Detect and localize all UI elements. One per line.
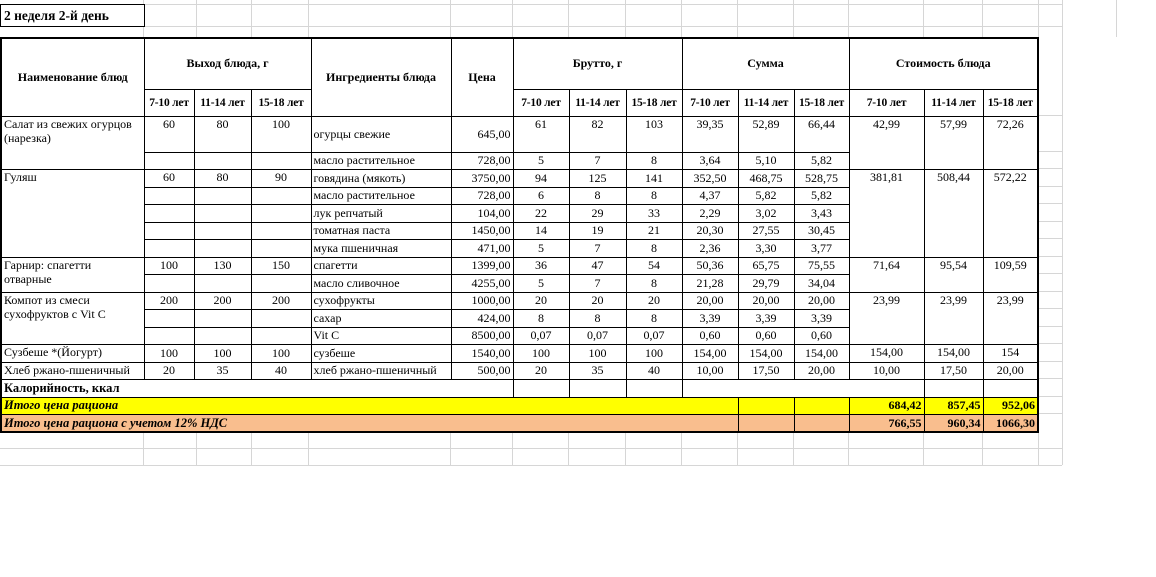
cell-price[interactable]: 728,00 bbox=[451, 152, 513, 170]
cell-ingredient[interactable]: Vit C bbox=[311, 327, 451, 345]
cell-empty[interactable] bbox=[144, 152, 194, 170]
cell-empty[interactable] bbox=[251, 205, 311, 223]
total-label-cell[interactable]: Итого цена рациона bbox=[1, 397, 738, 415]
header-output-age3[interactable]: 15-18 лет bbox=[251, 89, 311, 116]
total-value[interactable]: 952,06 bbox=[983, 397, 1038, 415]
cell-empty[interactable] bbox=[626, 380, 682, 398]
cell-empty[interactable] bbox=[144, 222, 194, 240]
cell-sum[interactable]: 66,44 bbox=[794, 116, 849, 152]
cell-dish-name[interactable]: Салат из свежих огурцов (нарезка) bbox=[1, 116, 144, 170]
cell-sum[interactable]: 528,75 bbox=[794, 170, 849, 188]
cell-sum[interactable]: 29,79 bbox=[738, 275, 794, 293]
cell-sum[interactable]: 5,82 bbox=[794, 187, 849, 205]
cell-empty[interactable] bbox=[144, 327, 194, 345]
header-output-age1[interactable]: 7-10 лет bbox=[144, 89, 194, 116]
cell-cost[interactable]: 109,59 bbox=[983, 257, 1038, 292]
cell-ingredient[interactable]: масло сливочное bbox=[311, 275, 451, 293]
cell-gross[interactable]: 5 bbox=[513, 240, 569, 258]
cell-empty[interactable] bbox=[738, 415, 794, 433]
cell-sum[interactable]: 3,39 bbox=[682, 310, 738, 328]
cell-empty[interactable] bbox=[194, 205, 251, 223]
cell-gross[interactable]: 103 bbox=[626, 116, 682, 152]
cell-cost[interactable]: 42,99 bbox=[849, 116, 924, 170]
cell-empty[interactable] bbox=[144, 205, 194, 223]
cell-cost[interactable]: 71,64 bbox=[849, 257, 924, 292]
cell-dish-name[interactable]: Гарнир: спагетти отварные bbox=[1, 257, 144, 292]
cell-sum[interactable]: 468,75 bbox=[738, 170, 794, 188]
cell-sum[interactable]: 39,35 bbox=[682, 116, 738, 152]
cell-cost[interactable]: 154 bbox=[983, 345, 1038, 363]
cell-empty[interactable] bbox=[794, 397, 849, 415]
dish-row bbox=[1, 345, 1038, 363]
cell-cost[interactable]: 23,99 bbox=[983, 292, 1038, 345]
header-sum[interactable]: Сумма bbox=[682, 38, 849, 89]
cell-gross[interactable]: 20 bbox=[569, 292, 626, 310]
cell-cost[interactable]: 72,26 bbox=[983, 116, 1038, 170]
header-sum-age2[interactable]: 11-14 лет bbox=[738, 89, 794, 116]
header-row-ages bbox=[1, 89, 1038, 116]
cell-sum[interactable]: 2,29 bbox=[682, 205, 738, 223]
cell-output[interactable]: 100 bbox=[194, 345, 251, 363]
cell-output[interactable]: 80 bbox=[194, 170, 251, 188]
cell-sum[interactable]: 3,30 bbox=[738, 240, 794, 258]
cell-sum[interactable]: 5,82 bbox=[738, 187, 794, 205]
cell-cost[interactable]: 572,22 bbox=[983, 170, 1038, 258]
cell-gross[interactable]: 29 bbox=[569, 205, 626, 223]
cell-empty[interactable] bbox=[194, 240, 251, 258]
cell-empty[interactable] bbox=[251, 310, 311, 328]
cell-gross[interactable]: 125 bbox=[569, 170, 626, 188]
cell-gross[interactable]: 36 bbox=[513, 257, 569, 275]
cell-price[interactable]: 8500,00 bbox=[451, 327, 513, 345]
cell-sum[interactable]: 3,39 bbox=[738, 310, 794, 328]
cell-empty[interactable] bbox=[794, 415, 849, 433]
cell-gross[interactable]: 19 bbox=[569, 222, 626, 240]
cell-output[interactable]: 150 bbox=[251, 257, 311, 275]
cell-empty[interactable] bbox=[194, 310, 251, 328]
cell-gross[interactable]: 8 bbox=[626, 310, 682, 328]
cell-price[interactable]: 424,00 bbox=[451, 310, 513, 328]
cell-price[interactable]: 4255,00 bbox=[451, 275, 513, 293]
cell-ingredient[interactable]: масло растительное bbox=[311, 152, 451, 170]
cell-cost[interactable]: 154,00 bbox=[924, 345, 983, 363]
calories-row bbox=[1, 380, 1038, 398]
cell-output[interactable]: 130 bbox=[194, 257, 251, 275]
header-ingredients[interactable]: Ингредиенты блюда bbox=[311, 38, 451, 116]
cell-dish-name[interactable]: Компот из смеси сухофруктов с Vit C bbox=[1, 292, 144, 345]
cell-cost[interactable]: 23,99 bbox=[924, 292, 983, 345]
cell-gross[interactable]: 20 bbox=[513, 292, 569, 310]
header-output-age2[interactable]: 11-14 лет bbox=[194, 89, 251, 116]
menu-cost-table bbox=[0, 37, 1039, 433]
cell-output[interactable]: 60 bbox=[144, 170, 194, 188]
cell-sum[interactable]: 17,50 bbox=[738, 362, 794, 380]
cell-gross[interactable]: 8 bbox=[626, 240, 682, 258]
cell-sum[interactable]: 0,60 bbox=[682, 327, 738, 345]
cell-cost[interactable]: 23,99 bbox=[849, 292, 924, 345]
cell-empty[interactable] bbox=[194, 275, 251, 293]
cell-empty[interactable] bbox=[682, 380, 924, 398]
cell-price[interactable]: 1000,00 bbox=[451, 292, 513, 310]
cell-sum[interactable]: 75,55 bbox=[794, 257, 849, 275]
cell-gross[interactable]: 0,07 bbox=[626, 327, 682, 345]
cell-empty[interactable] bbox=[194, 327, 251, 345]
cell-empty[interactable] bbox=[738, 397, 794, 415]
cell-output[interactable]: 200 bbox=[144, 292, 194, 310]
cell-gross[interactable]: 8 bbox=[569, 310, 626, 328]
cell-ingredient[interactable]: мука пшеничная bbox=[311, 240, 451, 258]
cell-price[interactable]: 645,00 bbox=[451, 116, 513, 152]
cell-gross[interactable]: 54 bbox=[626, 257, 682, 275]
total-value[interactable]: 1066,30 bbox=[983, 415, 1038, 433]
dish-row bbox=[1, 116, 1038, 152]
total-row-ration-vat bbox=[1, 415, 1038, 433]
cell-ingredient[interactable]: сузбеше bbox=[311, 345, 451, 363]
cell-gross[interactable]: 61 bbox=[513, 116, 569, 152]
cell-gross[interactable]: 22 bbox=[513, 205, 569, 223]
cell-output[interactable]: 90 bbox=[251, 170, 311, 188]
header-dish[interactable]: Наименование блюд bbox=[1, 38, 144, 116]
cell-empty[interactable] bbox=[144, 310, 194, 328]
cell-cost[interactable]: 17,50 bbox=[924, 362, 983, 380]
cell-empty[interactable] bbox=[194, 222, 251, 240]
cell-sum[interactable]: 20,00 bbox=[682, 292, 738, 310]
header-cost-age2[interactable]: 11-14 лет bbox=[924, 89, 983, 116]
cell-gross[interactable]: 21 bbox=[626, 222, 682, 240]
cell-sum[interactable]: 65,75 bbox=[738, 257, 794, 275]
cell-cost[interactable]: 381,81 bbox=[849, 170, 924, 258]
cell-price[interactable]: 104,00 bbox=[451, 205, 513, 223]
cell-sum[interactable]: 154,00 bbox=[738, 345, 794, 363]
cell-output[interactable]: 60 bbox=[144, 116, 194, 152]
cell-ingredient[interactable]: лук репчатый bbox=[311, 205, 451, 223]
cell-cost[interactable]: 20,00 bbox=[983, 362, 1038, 380]
total-value[interactable]: 857,45 bbox=[924, 397, 983, 415]
cell-cost[interactable]: 154,00 bbox=[849, 345, 924, 363]
cell-sum[interactable]: 154,00 bbox=[682, 345, 738, 363]
cell-empty[interactable] bbox=[251, 152, 311, 170]
cell-ingredient[interactable]: спагетти bbox=[311, 257, 451, 275]
cell-gross[interactable]: 100 bbox=[569, 345, 626, 363]
cell-output[interactable]: 100 bbox=[144, 345, 194, 363]
cell-sum[interactable]: 30,45 bbox=[794, 222, 849, 240]
cell-sum[interactable]: 21,28 bbox=[682, 275, 738, 293]
cell-ingredient[interactable]: говядина (мякоть) bbox=[311, 170, 451, 188]
cell-sum[interactable]: 27,55 bbox=[738, 222, 794, 240]
cell-output[interactable]: 80 bbox=[194, 116, 251, 152]
header-price[interactable]: Цена bbox=[451, 38, 513, 116]
cell-sum[interactable]: 3,02 bbox=[738, 205, 794, 223]
cell-ingredient[interactable]: томатная паста bbox=[311, 222, 451, 240]
cell-ingredient[interactable]: сахар bbox=[311, 310, 451, 328]
cell-dish-name[interactable]: Гуляш bbox=[1, 170, 144, 258]
cell-gross[interactable]: 14 bbox=[513, 222, 569, 240]
cell-empty[interactable] bbox=[983, 380, 1038, 398]
cell-sum[interactable]: 352,50 bbox=[682, 170, 738, 188]
cell-gross[interactable]: 20 bbox=[513, 362, 569, 380]
cell-gross[interactable]: 5 bbox=[513, 275, 569, 293]
cell-sum[interactable]: 20,00 bbox=[794, 362, 849, 380]
cell-sum[interactable]: 154,00 bbox=[794, 345, 849, 363]
cell-sum[interactable]: 5,82 bbox=[794, 152, 849, 170]
header-gross-age1[interactable]: 7-10 лет bbox=[513, 89, 569, 116]
cell-price[interactable]: 728,00 bbox=[451, 187, 513, 205]
cell-empty[interactable] bbox=[251, 187, 311, 205]
cell-price[interactable]: 1399,00 bbox=[451, 257, 513, 275]
header-gross[interactable]: Брутто, г bbox=[513, 38, 682, 89]
cell-ingredient[interactable]: сухофрукты bbox=[311, 292, 451, 310]
dish-row bbox=[1, 362, 1038, 380]
cell-output[interactable]: 200 bbox=[251, 292, 311, 310]
cell-price[interactable]: 471,00 bbox=[451, 240, 513, 258]
cell-sum[interactable]: 2,36 bbox=[682, 240, 738, 258]
cell-price[interactable]: 3750,00 bbox=[451, 170, 513, 188]
cell-sum[interactable]: 0,60 bbox=[738, 327, 794, 345]
dish-row bbox=[1, 292, 1038, 310]
dish-row bbox=[1, 170, 1038, 188]
cell-empty[interactable] bbox=[924, 380, 983, 398]
cell-gross[interactable]: 47 bbox=[569, 257, 626, 275]
cell-gross[interactable]: 7 bbox=[569, 152, 626, 170]
cell-sum[interactable]: 50,36 bbox=[682, 257, 738, 275]
cell-cost[interactable]: 57,99 bbox=[924, 116, 983, 170]
header-cost-age1[interactable]: 7-10 лет bbox=[849, 89, 924, 116]
cell-sum[interactable]: 0,60 bbox=[794, 327, 849, 345]
cell-gross[interactable]: 40 bbox=[626, 362, 682, 380]
cell-dish-name[interactable]: Сузбеше *(Йогурт) bbox=[1, 345, 144, 363]
cell-empty[interactable] bbox=[569, 380, 626, 398]
cell-gross[interactable]: 0,07 bbox=[513, 327, 569, 345]
cell-empty[interactable] bbox=[251, 327, 311, 345]
cell-sum[interactable]: 20,00 bbox=[794, 292, 849, 310]
cell-gross[interactable]: 94 bbox=[513, 170, 569, 188]
dish-row bbox=[1, 257, 1038, 275]
cell-empty[interactable] bbox=[194, 152, 251, 170]
cell-sum[interactable]: 20,30 bbox=[682, 222, 738, 240]
cell-empty[interactable] bbox=[251, 240, 311, 258]
cell-sum[interactable]: 4,37 bbox=[682, 187, 738, 205]
header-output[interactable]: Выход блюда, г bbox=[144, 38, 311, 89]
cell-price[interactable]: 500,00 bbox=[451, 362, 513, 380]
total-row-ration bbox=[1, 397, 1038, 415]
cell-output[interactable]: 100 bbox=[251, 345, 311, 363]
cell-price[interactable]: 1540,00 bbox=[451, 345, 513, 363]
total-value[interactable]: 766,55 bbox=[849, 415, 924, 433]
cell-output[interactable]: 40 bbox=[251, 362, 311, 380]
cell-output[interactable]: 100 bbox=[144, 257, 194, 275]
cell-gross[interactable]: 8 bbox=[513, 310, 569, 328]
cell-sum[interactable]: 5,10 bbox=[738, 152, 794, 170]
header-sum-age3[interactable]: 15-18 лет bbox=[794, 89, 849, 116]
cell-sum[interactable]: 3,39 bbox=[794, 310, 849, 328]
cell-price[interactable]: 1450,00 bbox=[451, 222, 513, 240]
cell-empty[interactable] bbox=[144, 275, 194, 293]
cell-cost[interactable]: 10,00 bbox=[849, 362, 924, 380]
header-row-groups bbox=[1, 38, 1038, 89]
header-cost-age3[interactable]: 15-18 лет bbox=[983, 89, 1038, 116]
cell-cost[interactable]: 508,44 bbox=[924, 170, 983, 258]
header-sum-age1[interactable]: 7-10 лет bbox=[682, 89, 738, 116]
header-gross-age3[interactable]: 15-18 лет bbox=[626, 89, 682, 116]
cell-sum[interactable]: 20,00 bbox=[738, 292, 794, 310]
cell-gross[interactable]: 8 bbox=[569, 187, 626, 205]
cell-gross[interactable]: 100 bbox=[626, 345, 682, 363]
calories-label-cell[interactable]: Калорийность, ккал bbox=[1, 380, 513, 398]
cell-sum[interactable]: 10,00 bbox=[682, 362, 738, 380]
cell-cost[interactable]: 95,54 bbox=[924, 257, 983, 292]
cell-empty[interactable] bbox=[194, 187, 251, 205]
cell-sum[interactable]: 3,43 bbox=[794, 205, 849, 223]
cell-gross[interactable]: 33 bbox=[626, 205, 682, 223]
cell-gross[interactable]: 8 bbox=[626, 152, 682, 170]
cell-empty[interactable] bbox=[251, 222, 311, 240]
cell-ingredient[interactable]: хлеб ржано-пшеничный bbox=[311, 362, 451, 380]
cell-gross[interactable]: 0,07 bbox=[569, 327, 626, 345]
cell-empty[interactable] bbox=[144, 240, 194, 258]
cell-ingredient[interactable]: масло растительное bbox=[311, 187, 451, 205]
cell-empty[interactable] bbox=[144, 187, 194, 205]
header-cost[interactable]: Стоимость блюда bbox=[849, 38, 1038, 89]
cell-gross[interactable]: 8 bbox=[626, 275, 682, 293]
cell-gross[interactable]: 35 bbox=[569, 362, 626, 380]
cell-dish-name[interactable]: Хлеб ржано-пшеничный bbox=[1, 362, 144, 380]
cell-sum[interactable]: 52,89 bbox=[738, 116, 794, 152]
cell-empty[interactable] bbox=[251, 275, 311, 293]
cell-empty[interactable] bbox=[513, 380, 569, 398]
cell-sum[interactable]: 3,64 bbox=[682, 152, 738, 170]
cell-gross[interactable]: 82 bbox=[569, 116, 626, 152]
cell-output[interactable]: 35 bbox=[194, 362, 251, 380]
cell-output[interactable]: 20 bbox=[144, 362, 194, 380]
header-gross-age2[interactable]: 11-14 лет bbox=[569, 89, 626, 116]
cell-sum[interactable]: 34,04 bbox=[794, 275, 849, 293]
cell-gross[interactable]: 8 bbox=[626, 187, 682, 205]
total-value[interactable]: 960,34 bbox=[924, 415, 983, 433]
cell-gross[interactable]: 5 bbox=[513, 152, 569, 170]
cell-output[interactable]: 100 bbox=[251, 116, 311, 152]
cell-gross[interactable]: 100 bbox=[513, 345, 569, 363]
cell-gross[interactable]: 6 bbox=[513, 187, 569, 205]
cell-gross[interactable]: 141 bbox=[626, 170, 682, 188]
cell-gross[interactable]: 7 bbox=[569, 240, 626, 258]
cell-gross[interactable]: 7 bbox=[569, 275, 626, 293]
sheet-title-cell[interactable]: 2 неделя 2-й день bbox=[0, 4, 145, 27]
total-value[interactable]: 684,42 bbox=[849, 397, 924, 415]
cell-output[interactable]: 200 bbox=[194, 292, 251, 310]
cell-sum[interactable]: 3,77 bbox=[794, 240, 849, 258]
cell-gross[interactable]: 20 bbox=[626, 292, 682, 310]
cell-ingredient[interactable]: огурцы свежие bbox=[311, 116, 451, 152]
total-label-cell[interactable]: Итого цена рациона с учетом 12% НДС bbox=[1, 415, 738, 433]
